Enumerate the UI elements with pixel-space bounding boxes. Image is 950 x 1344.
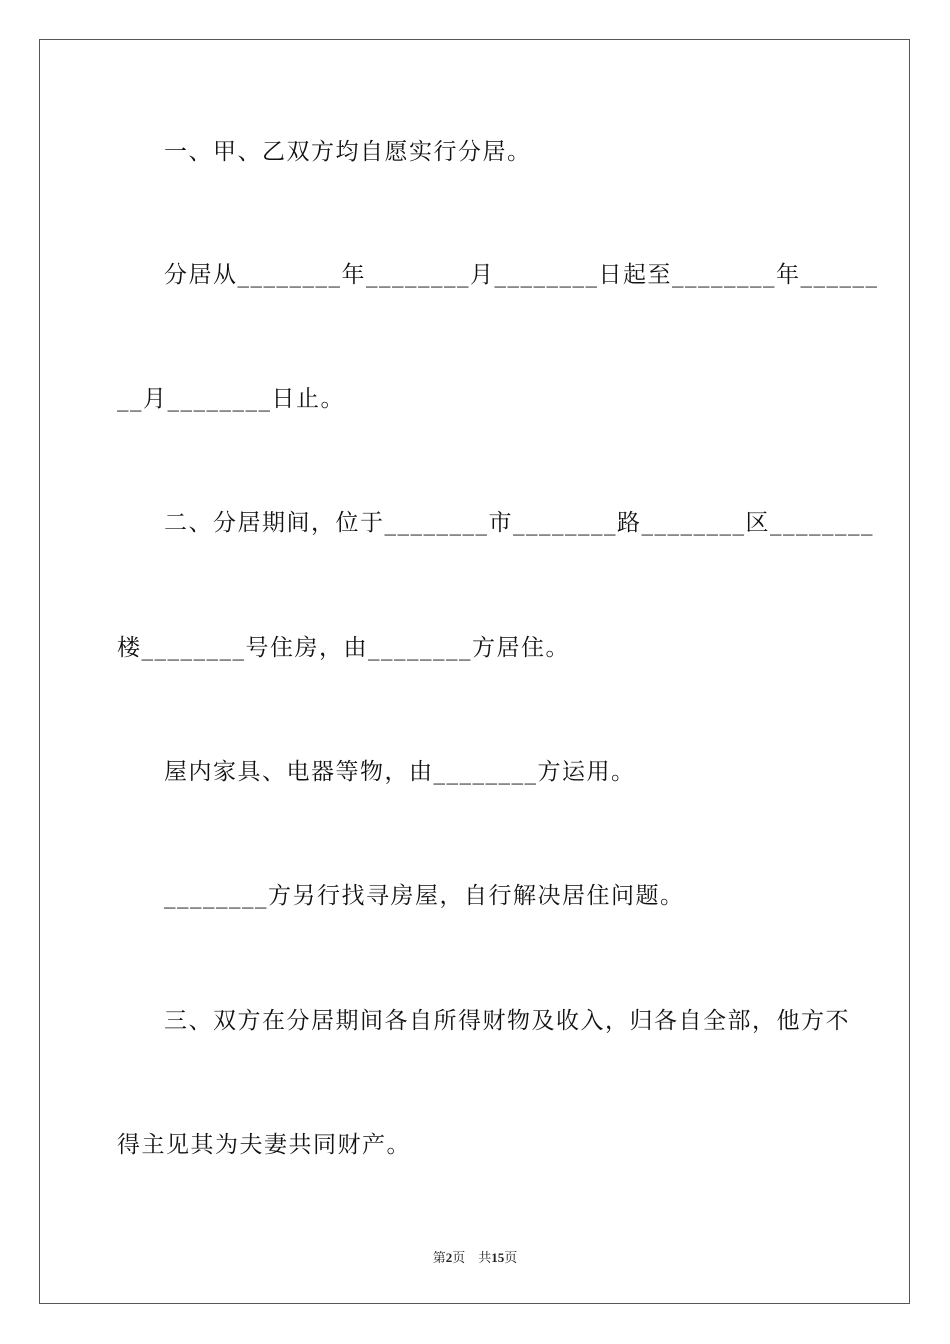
paragraph-3-line-1: 二、分居期间，位于________市________路________区________ — [164, 510, 874, 536]
paragraph-2-line-2: __月________日止。 — [117, 386, 345, 412]
paragraph-5: ________方另行找寻房屋，自行解决居住问题。 — [164, 883, 685, 909]
paragraph-6-line-1: 三、双方在分居期间各自所得财物及收入，归各自全部，他方不 — [164, 1008, 850, 1034]
paragraph-4: 屋内家具、电器等物，由________方运用。 — [164, 759, 636, 785]
page-number: 2 — [445, 1250, 453, 1265]
paragraph-3-line-2: 楼________号住房，由________方居住。 — [117, 635, 570, 661]
paragraph-1: 一、甲、乙双方均自愿实行分居。 — [164, 139, 532, 165]
paragraph-2-line-1: 分居从________年________月________日起至________年______ — [164, 262, 879, 288]
total-prefix: 共 — [478, 1250, 492, 1265]
page-footer — [0, 1247, 950, 1266]
page-suffix: 页 — [452, 1250, 466, 1265]
paragraph-6-line-2: 得主见其为夫妻共同财产。 — [117, 1132, 411, 1158]
page-border — [39, 39, 910, 1304]
page-prefix: 第 — [432, 1250, 446, 1265]
total-pages: 15 — [491, 1250, 505, 1265]
total-suffix: 页 — [504, 1250, 518, 1265]
